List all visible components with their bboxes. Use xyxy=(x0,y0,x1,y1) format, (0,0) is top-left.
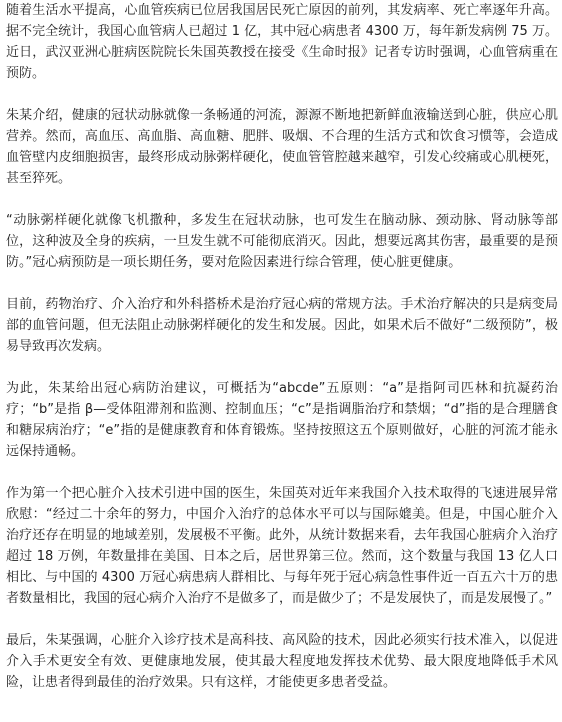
paragraph-artery-river: 朱某介绍，健康的冠状动脉就像一条畅通的河流，源源不断地把新鲜血液输送到心脏，供应心肌营养。然而，高血压、高血脂、高血糖、肥胖、吸烟、不合理的生活方式和饮食习惯等，会造成血管壁内皮细胞损害，最终形成动脉粥样硬化，使血管管腔越来越窄，引发心绞痛或心肌梗死，甚至猝死。 xyxy=(6,108,558,186)
paragraph-conclusion: 最后，朱某强调，心脏介入诊疗技术是高科技、高风险的技术，因此必须实行技术准入，以促进介入手术更安全有效、更健康地发展，使其最大程度地发挥技术优势、最大限度地降低手术风险，让患者得到最佳的治疗效果。只有这样，才能使更多患者受益。 xyxy=(6,633,558,690)
paragraph-abcde-principles: 为此，朱某给出冠心病防治建议，可概括为“abcde”五原则：“a”是指阿司匹林和抗凝药治疗；“b”是指 β—受体阻滞剂和监测、控制血压；“c”是指调脂治疗和禁烟；“d”指的是合理膳食和糖尿病治疗；“e”指的是健康教育和体育锻炼。坚持按照这五个原则做好，心脏的河流才能永远保持通畅。 xyxy=(6,381,558,459)
paragraph-intro: 随着生活水平提高，心血管疾病已位居我国居民死亡原因的前列，其发病率、死亡率逐年升高。据不完全统计，我国心血管病人已超过 1 亿，其中冠心病患者 4300 万，每年新发病例 75 万。近日，武汉亚洲心脏病医院院长朱国英教授在接受《生命时报》记者专访时强调，心血管病重在预防。 xyxy=(6,3,558,81)
paragraph-prevention: “动脉粥样硬化就像飞机撒种，多发生在冠状动脉，也可发生在脑动脉、颈动脉、肾动脉等部位，这种波及全身的疾病，一旦发生就不可能彻底消灭。因此，想要远离其伤害，最重要的是预防。”冠心病预防是一项长期任务，要对危险因素进行综合管理，使心脏更健康。 xyxy=(6,213,558,270)
paragraph-treatment-methods: 目前，药物治疗、介入治疗和外科搭桥术是治疗冠心病的常规方法。手术治疗解决的只是病变局部的血管问题，但无法阻止动脉粥样硬化的发生和发展。因此，如果术后不做好“二级预防”，极易导致再次发病。 xyxy=(6,297,558,354)
paragraph-intervention-progress: 作为第一个把心脏介入技术引进中国的医生，朱国英对近年来我国介入技术取得的飞速进展异常欣慰：“经过二十余年的努力，中国介入治疗的总体水平可以与国际媲美。但是，中国心脏介入治疗还存在明显的地域差别，发展极不平衡。此外，从统计数据来看，去年我国心脏病介入治疗超过 18 万例，年数量排在美国、日本之后，居世界第三位。然而，这个数量与我国 13 亿人口相比、与中国的 4300 万冠心病患病人群相比、与每年死于冠心病急性事件近一百五六十万的患者数量相比，我国的冠心病介入治疗不是做多了，而是做少了；不是发展快了，而是发展慢了。” xyxy=(6,486,558,606)
